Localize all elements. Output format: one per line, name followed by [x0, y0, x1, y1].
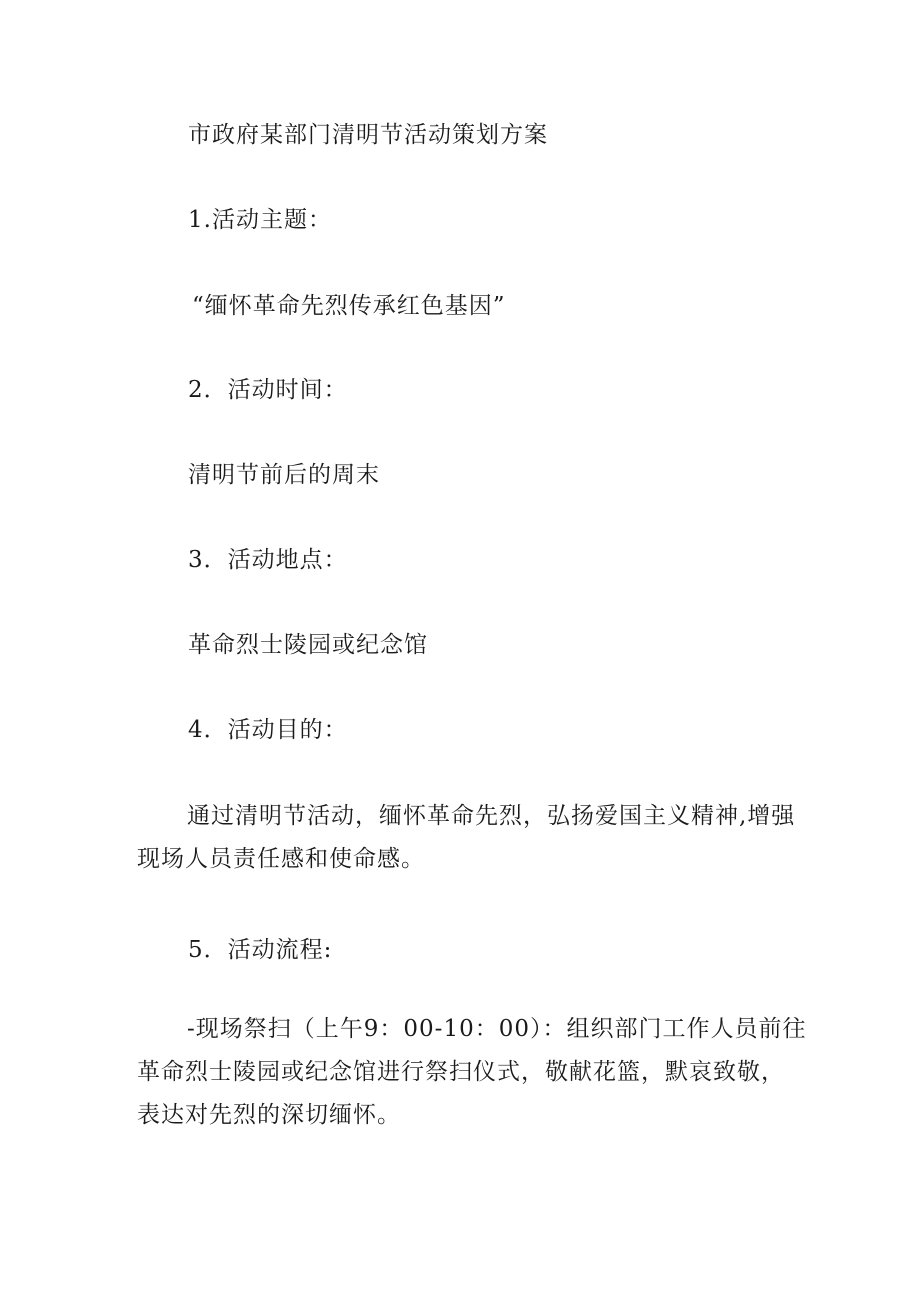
document-title: 市政府某部门清明节活动策划方案 [188, 122, 548, 148]
section-2-heading: 2．活动时间： [188, 377, 348, 403]
section-4-heading: 4．活动目的： [188, 717, 348, 743]
section-5-heading: 5．活动流程: [188, 937, 333, 963]
section-4-content: 通过清明节活动，缅怀革命先烈，弘扬爱国主义精神,增强现场人员责任感和使命感。 [137, 803, 796, 872]
section-2-content: 清明节前后的周末 [188, 462, 380, 488]
section-1-heading: 1.活动主题： [188, 207, 332, 233]
section-3-content: 革命烈士陵园或纪念馆 [188, 632, 428, 658]
section-1-content: “缅怀革命先烈传承红色基因” [192, 293, 506, 319]
section-5-content: -现场祭扫（上午9：00-10：00）：组织部门工作人员前往革命烈士陵园或纪念馆进行祭扫仪式，敬献花篮，默哀致敬，表达对先烈的深切缅怀。 [137, 1016, 807, 1128]
section-3-heading: 3．活动地点： [188, 547, 348, 573]
